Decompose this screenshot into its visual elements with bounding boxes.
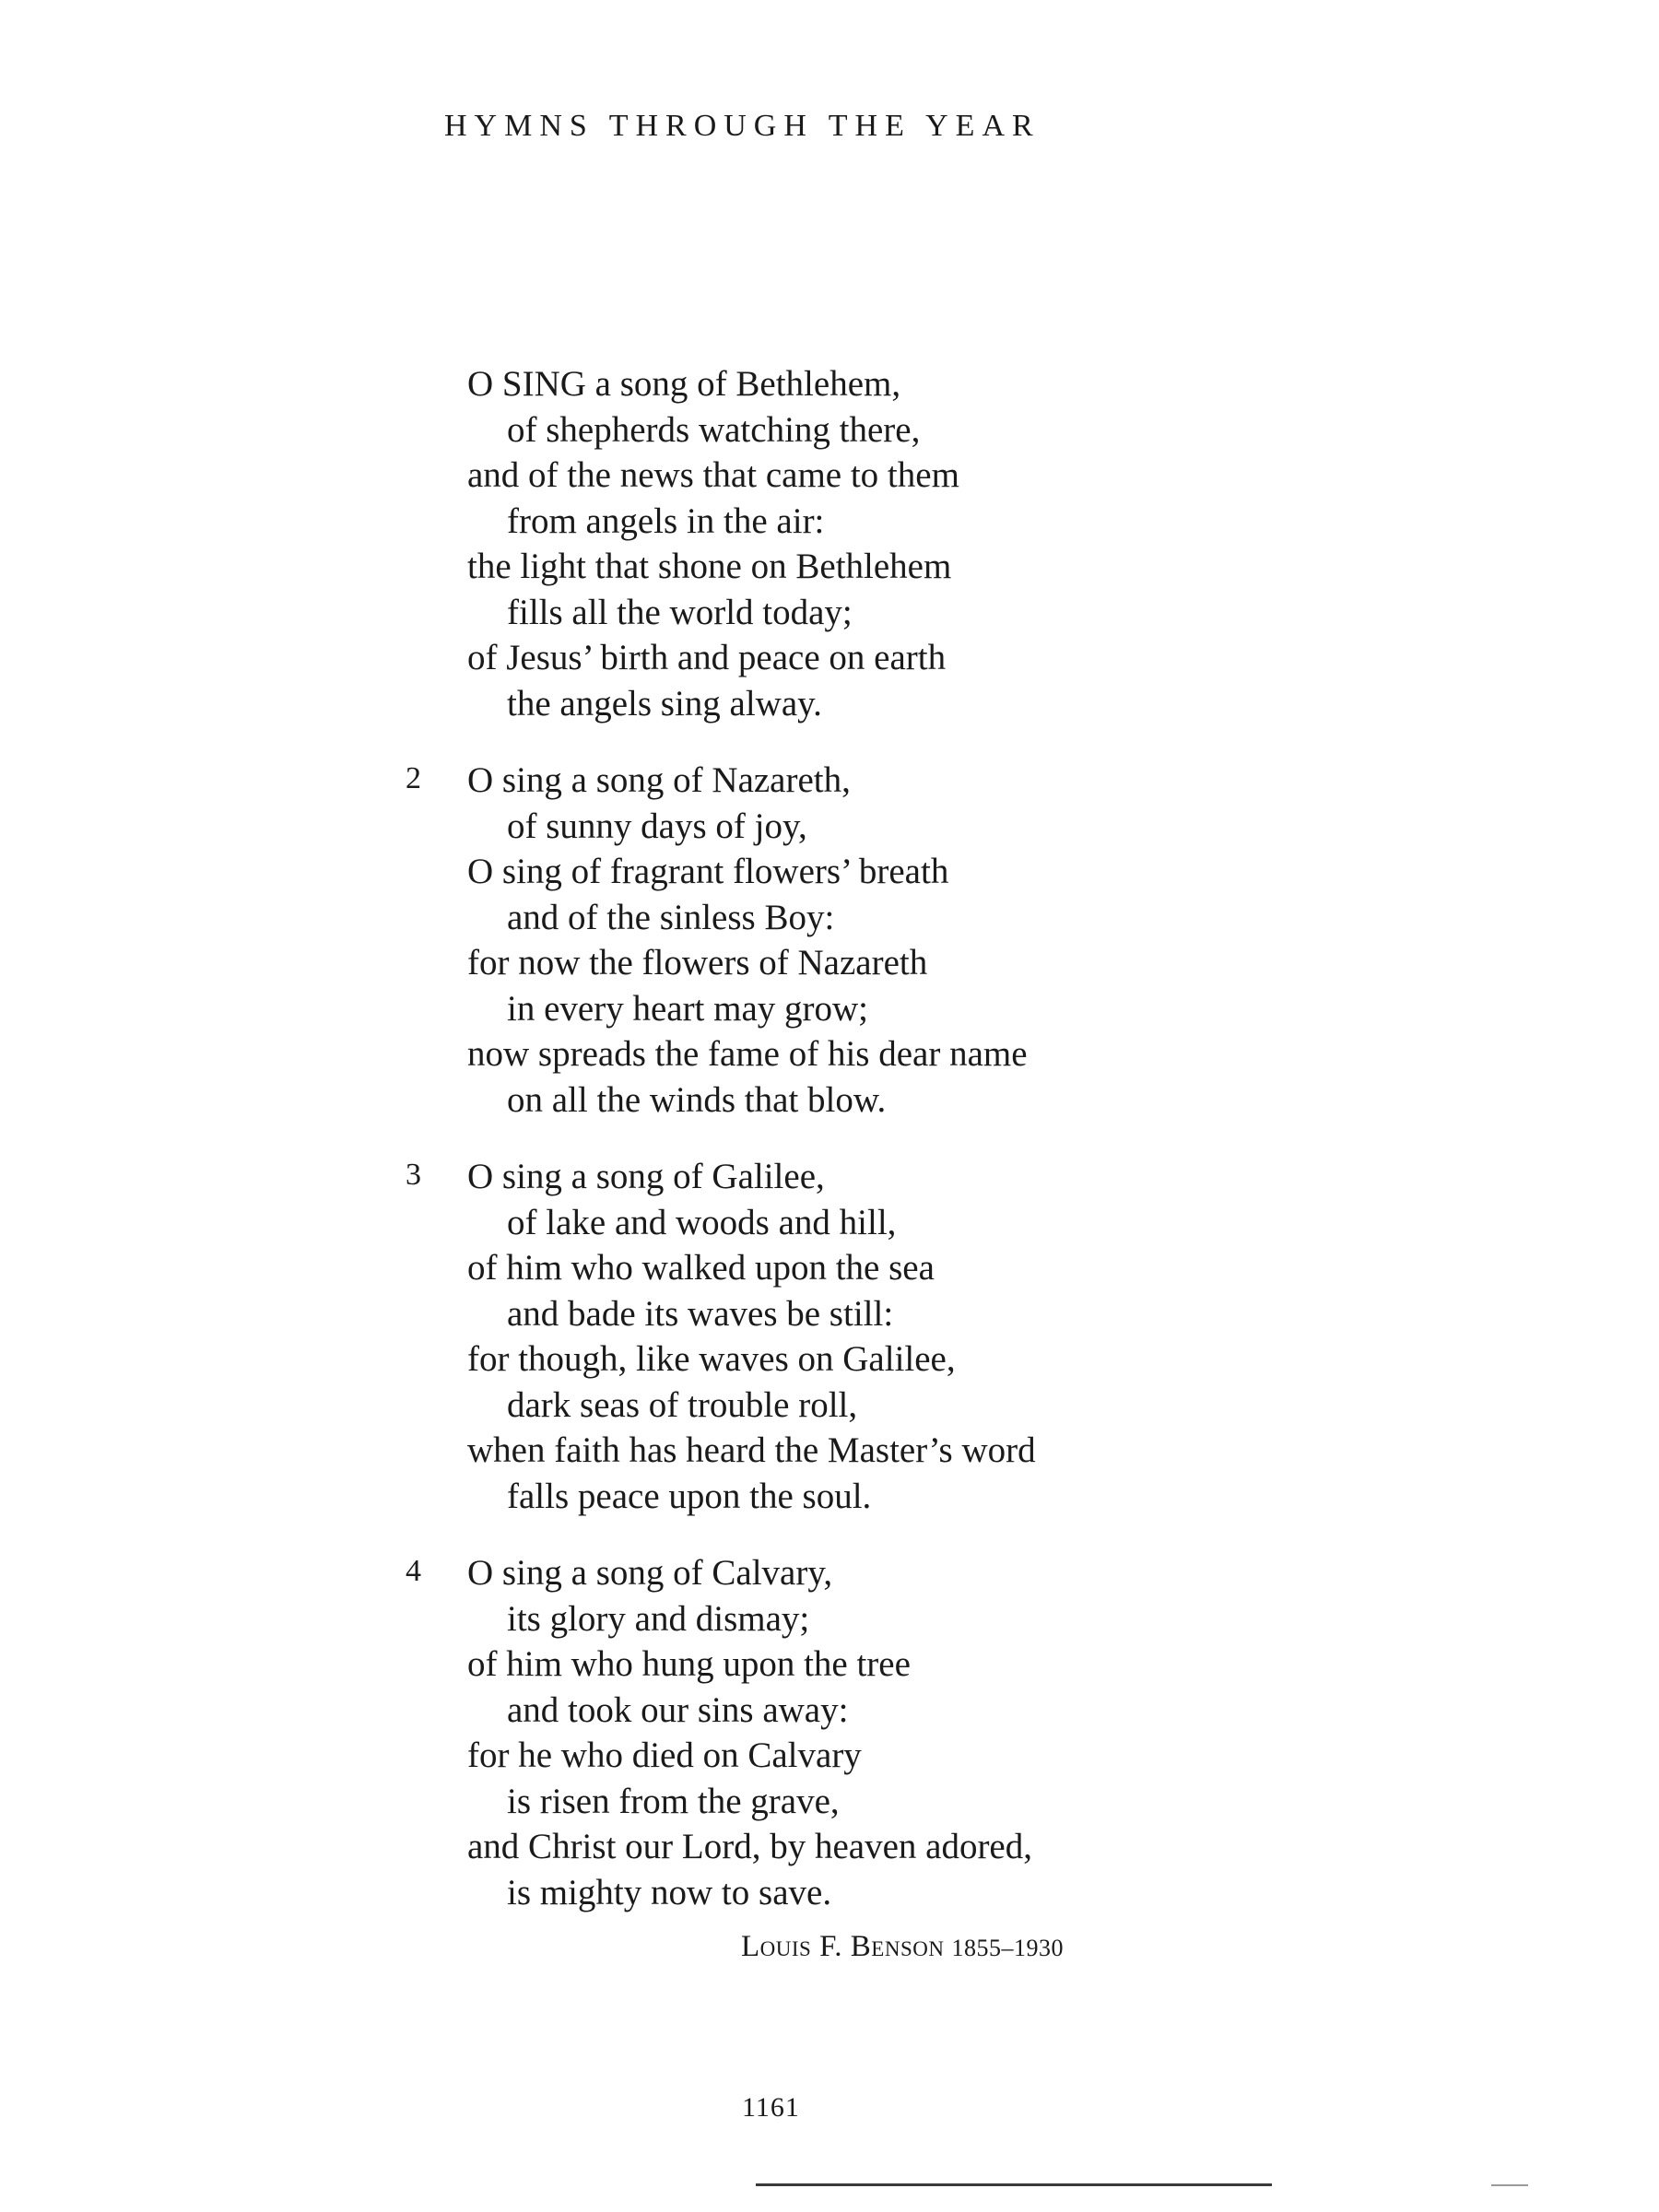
verse-line: of him who hung upon the tree	[467, 1644, 911, 1684]
verse-line: and bade its waves be still:	[507, 1293, 894, 1334]
verse-line: in every heart may grow;	[507, 988, 869, 1029]
verse-line: now spreads the fame of his dear name	[467, 1034, 1028, 1074]
verse-line: on all the winds that blow.	[507, 1079, 887, 1120]
verse-line: O sing a song of Galilee,	[467, 1157, 825, 1196]
author-attribution	[0, 1930, 1659, 1964]
bottom-rule-mark	[1491, 2184, 1528, 2186]
verse-line: and of the sinless Boy:	[507, 897, 835, 937]
stanza-number: 3	[406, 1158, 421, 1192]
verse-line: of sunny days of joy,	[507, 806, 807, 846]
stanza-number: 2	[406, 761, 421, 795]
hymn-text	[0, 361, 1659, 1947]
verse-line: fills all the world today;	[507, 592, 853, 632]
verse-line: is risen from the grave,	[507, 1781, 840, 1821]
page-number: 1161	[742, 2092, 800, 2123]
stanza-4	[0, 1550, 1659, 1915]
verse-line: the light that shone on Bethlehem	[467, 547, 952, 586]
stanza-1	[0, 361, 1659, 726]
verse-line: of him who walked upon the sea	[467, 1248, 935, 1288]
verse-line: and of the news that came to them	[467, 455, 959, 495]
stanza-number: 4	[406, 1554, 421, 1588]
author-name: Louis F. Benson	[741, 1930, 945, 1963]
verse-line: and took our sins away:	[507, 1689, 849, 1730]
verse-line: for he who died on Calvary	[467, 1735, 862, 1775]
stanza-3	[0, 1154, 1659, 1519]
verse-line: O sing a song of Calvary,	[467, 1553, 833, 1593]
verse-line: of Jesus’ birth and peace on earth	[467, 638, 947, 677]
verse-line: of shepherds watching there,	[507, 409, 921, 450]
bottom-rule	[756, 2183, 1272, 2186]
verse-line: the angels sing alway.	[507, 683, 822, 724]
verse-line: when faith has heard the Master’s word	[467, 1430, 1036, 1470]
verse-line: dark seas of trouble roll,	[507, 1384, 858, 1425]
author-dates: 1855–1930	[951, 1935, 1064, 1961]
verse-line: O sing a song of Nazareth,	[467, 760, 851, 800]
verse-line: for though, like waves on Galilee,	[467, 1339, 956, 1379]
stanza-2	[0, 758, 1659, 1123]
verse-line: and Christ our Lord, by heaven adored,	[467, 1827, 1032, 1866]
verse-line: O sing of fragrant flowers’ breath	[467, 852, 949, 891]
running-head: HYMNS THROUGH THE YEAR	[444, 109, 1041, 143]
verse-line: falls peace upon the soul.	[507, 1476, 872, 1516]
verse-line: of lake and woods and hill,	[507, 1202, 897, 1242]
verse-line: for now the flowers of Nazareth	[467, 943, 928, 982]
verse-line: from angels in the air:	[507, 500, 825, 541]
verse-line: is mighty now to save.	[507, 1872, 832, 1912]
verse-line: O SING a song of Bethlehem,	[467, 364, 901, 404]
verse-line: its glory and dismay;	[507, 1598, 810, 1639]
